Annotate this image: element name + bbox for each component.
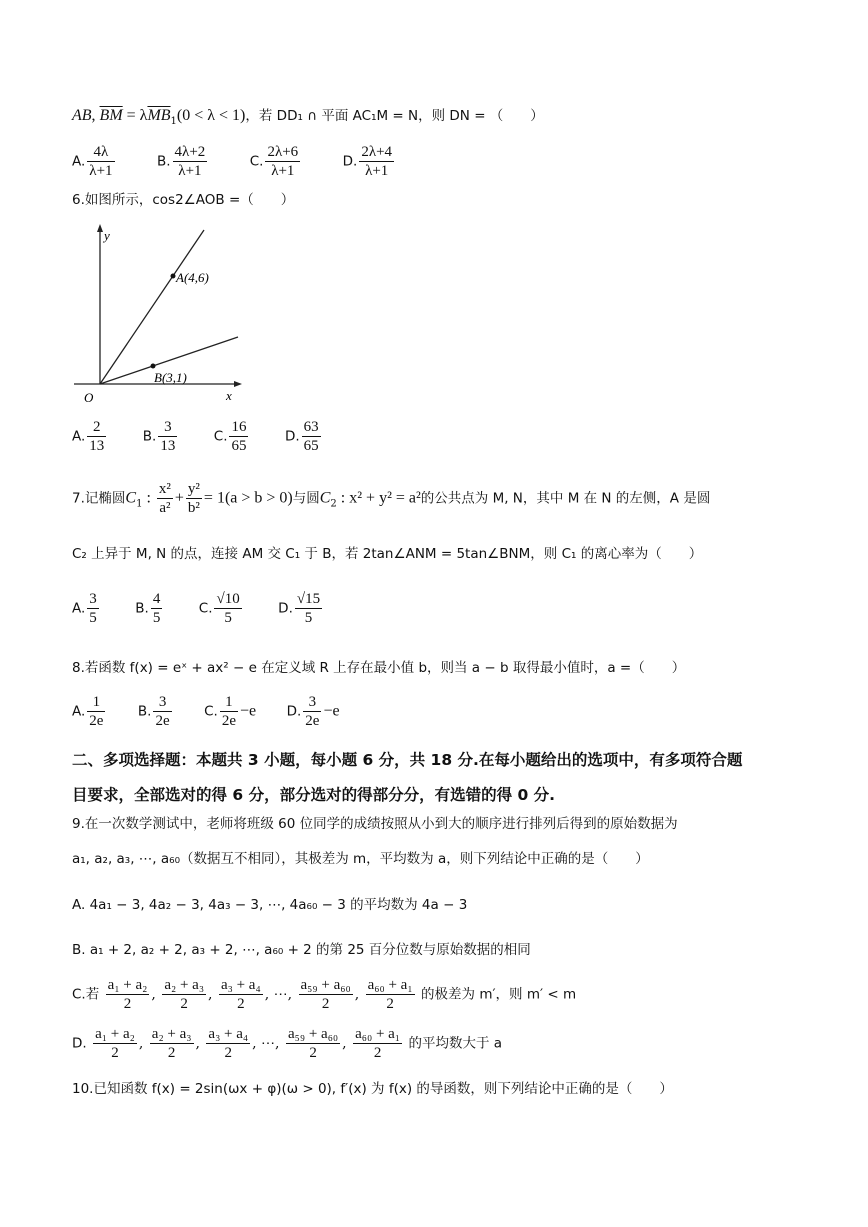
q7-option-d[interactable]: D. $\frac{√15}{5}$ <box>278 591 321 626</box>
point-a-label: A(4,6) <box>176 270 209 285</box>
q6-figure <box>66 222 256 408</box>
q5-stem-tail: ，若 DD₁ ∩ 平面 AC₁M = N，则 DN = （ ） <box>245 108 544 124</box>
q5-option-d[interactable]: D. $\frac{2\lambda+4}{\lambda+1}$ <box>342 144 393 179</box>
q7-option-c[interactable]: C. $\frac{√10}{5}$ <box>198 591 240 626</box>
section2-heading-line1: 二、多项选择题：本题共 3 小题，每小题 6 分，共 18 分.在每小题给出的选项中，有多项符合题 <box>72 751 743 769</box>
q8-option-c[interactable]: C. $\frac{1}{2e}$ −e <box>204 694 257 729</box>
q6-options <box>72 418 359 455</box>
q9-option-d[interactable]: D. $\frac{\text{a₁ + a₂}}{2}$ , $\frac{\text{a₂ + a₃}}{2}$ , $\frac{\text{a₃ + a₄}}{2}$ , ⋯, $\frac{\text{a₅₉ + a₆₀}}{2}$ , $\frac{\text{a₆₀ + a₁}}{2}$ 的平均数大于 a <box>72 1026 503 1061</box>
q7-line1: 7.记椭圆$C_1$ : $\frac{\text{x²}}{\text{a²}}$ + $\frac{\text{y²}}{\text{b²}}$ = 1(a > b > 0)与圆$C_2$ : x² + y² = a²的公共点为 M, N，其中 M 在 N 的左侧，A 是圆 <box>72 481 711 516</box>
q5-stem: AB, $\overline{BM} = \lambda\overline{MB}_1(0 < \lambda < 1)$，若 DD₁ ∩ 平面 AC₁M = N，则 DN = （ ） <box>72 107 544 127</box>
q8-option-b[interactable]: B. $\frac{3}{2e}$ <box>137 694 170 729</box>
q6-option-d[interactable]: D. $\frac{63}{65}$ <box>284 419 319 454</box>
x-axis-arrow <box>234 381 242 387</box>
q9-line2: a₁, a₂, a₃, ⋯, a₆₀（数据互不相同），其极差为 m，平均数为 a，则下列结论中正确的是（ ） <box>72 851 649 867</box>
q9-line1: 9.在一次数学测试中，老师将班级 60 位同学的成绩按照从小到大的顺序进行排列后得到的原始数据为 <box>72 816 678 832</box>
q6-stem: 6.如图所示，cos2∠AOB =（ ） <box>72 192 295 208</box>
q9-option-a[interactable]: A. 4a₁ − 3, 4a₂ − 3, 4a₃ − 3, ⋯, 4a₆₀ − 3 的平均数为 4a − 3 <box>72 897 468 913</box>
q8-option-a[interactable]: A. $\frac{1}{2e}$ <box>72 694 104 729</box>
q9-option-b[interactable]: B. a₁ + 2, a₂ + 2, a₃ + 2, ⋯, a₆₀ + 2 的第 25 百分位数与原始数据的相同 <box>72 942 531 958</box>
q8-options <box>72 693 376 730</box>
y-axis-label: y <box>104 228 110 243</box>
q6-option-a[interactable]: A. $\frac{2}{13}$ <box>72 419 105 454</box>
q9-option-c[interactable]: C.若 $\frac{\text{a₁ + a₂}}{2}$ , $\frac{\text{a₂ + a₃}}{2}$ , $\frac{\text{a₃ + a₄}}{2}$ , ⋯, $\frac{\text{a₅₉ + a₆₀}}{2}$ , $\frac{\text{a₆₀ + a₁}}{2}$ 的极差为 m′，则 m′ < m <box>72 977 577 1012</box>
x-axis-label: x <box>226 388 232 403</box>
q5-options <box>72 143 432 180</box>
point-a-dot <box>171 274 176 279</box>
q10-stem: 10.已知函数 f(x) = 2sin(ωx + φ)(ω > 0), f′(x) 为 f(x) 的导函数，则下列结论中正确的是（ ） <box>72 1081 673 1097</box>
q6-option-c[interactable]: C. $\frac{16}{65}$ <box>213 419 247 454</box>
q8-stem: 8.若函数 f(x) = eˣ + ax² − e 在定义域 R 上存在最小值 b，则当 a − b 取得最小值时，a =（ ） <box>72 660 686 676</box>
origin-label: O <box>84 390 94 405</box>
q5-option-c[interactable]: C. $\frac{2\lambda+6}{\lambda+1}$ <box>249 144 299 179</box>
q8-option-d[interactable]: D. $\frac{3}{2e}$ −e <box>286 694 340 729</box>
q7-option-b[interactable]: B. $\frac{4}{5}$ <box>135 591 161 626</box>
point-b-dot <box>151 364 156 369</box>
q5-option-b[interactable]: B. $\frac{4\lambda+2}{\lambda+1}$ <box>156 144 206 179</box>
point-b-label: B(3,1) <box>154 370 187 385</box>
q7-option-a[interactable]: A. $\frac{3}{5}$ <box>72 591 97 626</box>
q7-line2: C₂ 上异于 M, N 的点，连接 AM 交 C₁ 于 B，若 2tan∠ANM = 5tan∠BNM，则 C₁ 的离心率为（ ） <box>72 546 703 562</box>
section2-heading-line2: 目要求，全部选对的得 6 分，部分选对的得部分分，有选错的得 0 分. <box>72 786 556 804</box>
y-axis-arrow <box>97 224 103 232</box>
q6-option-b[interactable]: B. $\frac{3}{13}$ <box>142 419 176 454</box>
ray-oa <box>100 230 204 384</box>
q7-options <box>72 590 360 627</box>
q5-option-a[interactable]: A. $\frac{4\lambda}{\lambda+1}$ <box>72 144 113 179</box>
